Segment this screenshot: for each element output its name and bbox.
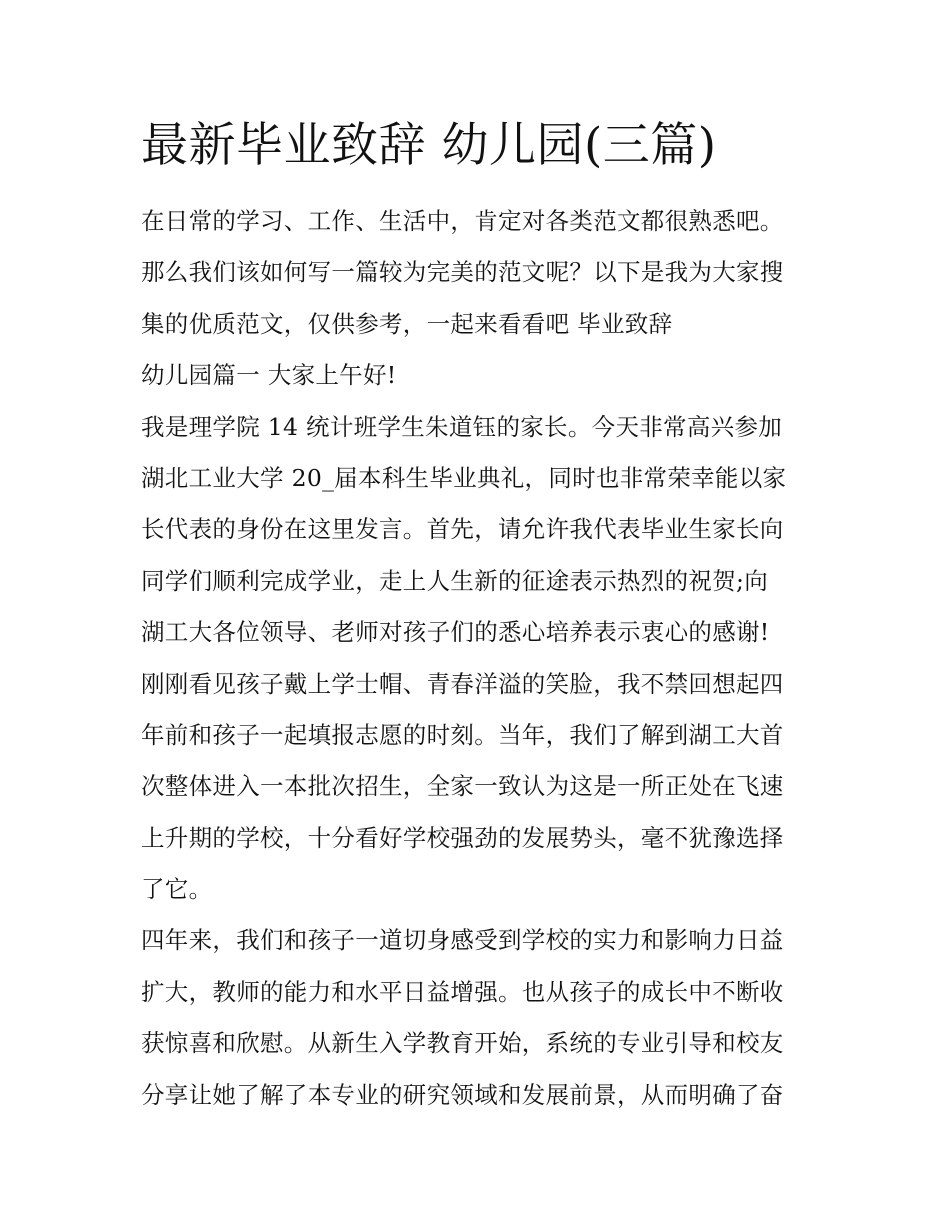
body-line-9: 湖工大各位领导、老师对孩子们的悉心培养表示衷心的感谢! — [141, 618, 770, 647]
document-body — [141, 196, 831, 1121]
body-line-4: 幼儿园篇一 大家上午好! — [141, 361, 397, 390]
body-line-13: 上升期的学校，十分看好学校强劲的发展势头，毫不犹豫选择 — [141, 823, 784, 852]
body-line-8: 同学们顺利完成学业，走上人生新的征途表示热烈的祝贺;向 — [141, 566, 769, 595]
body-line-6: 湖北工业大学 20_届本科生毕业典礼，同时也非常荣幸能以家 — [141, 463, 787, 492]
body-line-5: 我是理学院 14 统计班学生朱道钰的家长。今天非常高兴参加 — [141, 412, 783, 441]
body-line-17: 获惊喜和欣慰。从新生入学教育开始，系统的专业引导和校友 — [141, 1029, 784, 1058]
body-line-7: 长代表的身份在这里发言。首先，请允许我代表毕业生家长向 — [141, 515, 784, 544]
body-line-15: 四年来，我们和孩子一道切身感受到学校的实力和影响力日益 — [141, 926, 784, 955]
body-line-16: 扩大，教师的能力和水平日益增强。也从孩子的成长中不断收 — [141, 977, 784, 1006]
body-line-18: 分享让她了解了本专业的研究领域和发展前景，从而明确了奋 — [141, 1080, 784, 1109]
body-line-1: 在日常的学习、工作、生活中，肯定对各类范文都很熟悉吧。 — [141, 207, 784, 235]
body-line-12: 次整体进入一本批次招生，全家一致认为这是一所正处在飞速 — [141, 772, 784, 801]
document-title: 最新毕业致辞 幼儿园(三篇) — [141, 118, 717, 173]
body-line-14: 了它。 — [141, 875, 213, 904]
body-line-10: 刚刚看见孩子戴上学士帽、青春洋溢的笑脸，我不禁回想起四 — [141, 669, 784, 698]
body-line-11: 年前和孩子一起填报志愿的时刻。当年，我们了解到湖工大首 — [141, 720, 784, 749]
body-line-3: 集的优质范文，仅供参考，一起来看看吧 毕业致辞 — [141, 309, 673, 338]
body-line-2: 那么我们该如何写一篇较为完美的范文呢？以下是我为大家搜 — [141, 258, 784, 287]
